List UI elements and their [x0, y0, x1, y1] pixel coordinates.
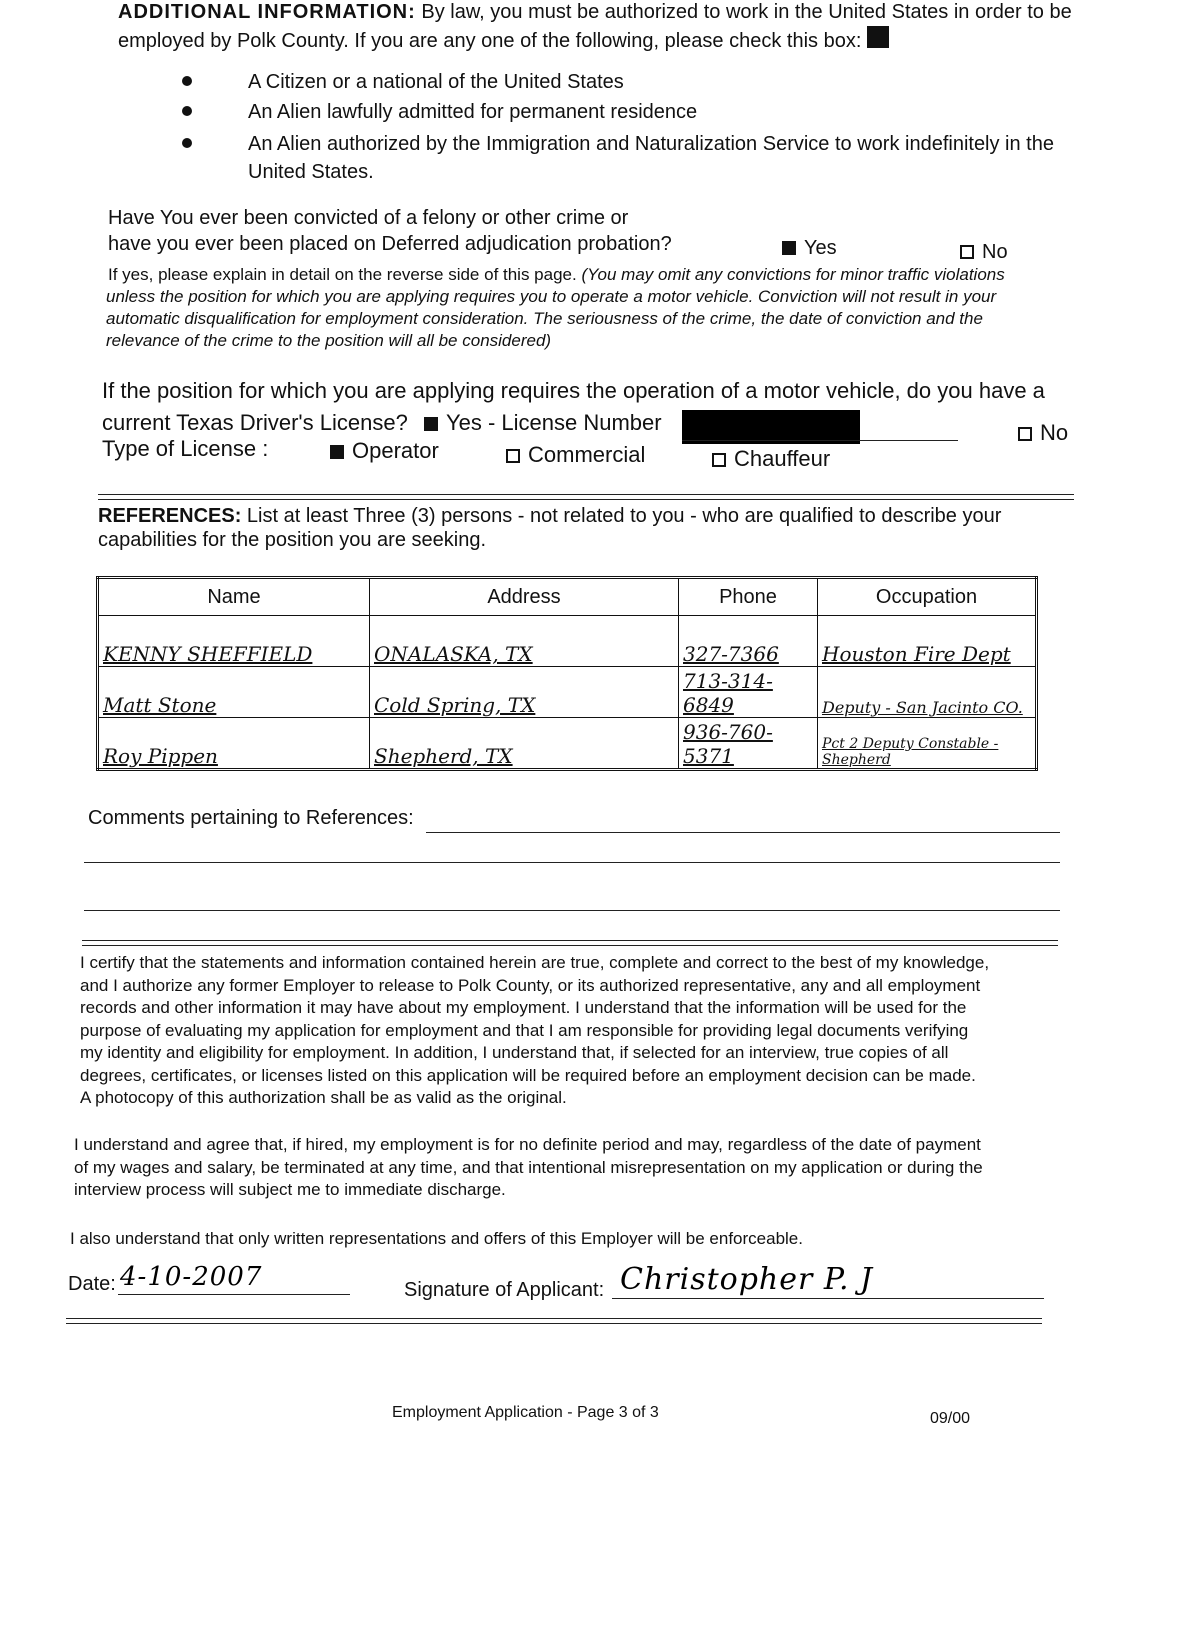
license-number-redaction — [682, 410, 860, 444]
bullet-icon — [182, 106, 192, 116]
felony-no-option[interactable] — [960, 240, 1008, 264]
license-number-label: License Number — [501, 410, 662, 435]
license-question-line2 — [102, 410, 662, 436]
work-authorization-checkbox[interactable] — [867, 26, 889, 48]
date-label: Date: — [68, 1273, 116, 1295]
additional-info-intro — [118, 0, 1168, 24]
license-no-checkbox[interactable] — [1018, 427, 1032, 441]
certification-line: interview process will subject me to immediate discharge. — [74, 1180, 506, 1199]
certification-line: my identity and eligibility for employment. In addition, I understand that, if selected for an interview, true copies of all — [80, 1043, 949, 1062]
col-header-name: Name — [98, 578, 370, 616]
reference-phone[interactable]: 713-314-6849 — [679, 667, 818, 718]
reference-phone[interactable]: 327-7366 — [679, 616, 818, 667]
felony-no-checkbox[interactable] — [960, 245, 974, 259]
date-line — [118, 1294, 350, 1295]
license-number-line — [682, 440, 958, 441]
felony-explain-text: If yes, please explain in detail on the reverse side of this page. — [108, 265, 577, 284]
references-table — [96, 576, 1038, 771]
col-header-phone: Phone — [679, 578, 818, 616]
license-type-chauffeur[interactable] — [712, 446, 830, 472]
comments-label: Comments pertaining to References: — [88, 807, 414, 829]
license-question-line1: If the position for which you are applying requires the operation of a motor vehicle, do you have a — [102, 378, 1045, 403]
felony-yes-option[interactable] — [782, 236, 837, 260]
col-header-address: Address — [370, 578, 679, 616]
reference-name[interactable]: Roy Pippen — [98, 718, 370, 770]
table-row — [98, 667, 1037, 718]
operator-checkbox[interactable] — [330, 445, 344, 459]
additional-info-line2 — [118, 26, 1168, 53]
license-yes-checkbox[interactable] — [424, 417, 438, 431]
license-type-commercial[interactable] — [506, 442, 645, 468]
date-value[interactable]: 4-10-2007 — [120, 1262, 263, 1292]
additional-info-heading: ADDITIONAL INFORMATION: — [118, 1, 416, 23]
additional-info-line2-text: employed by Polk County. If you are any one of the following, please check this box: — [118, 30, 862, 52]
reference-name[interactable]: KENNY SHEFFIELD — [98, 616, 370, 667]
certification-line: records and other information it may have about my employment. I understand that the information will be used for the — [80, 998, 967, 1017]
certification-line: I understand and agree that, if hired, my employment is for no definite period and may, regardless of the date of payment — [74, 1135, 981, 1154]
table-row — [98, 616, 1037, 667]
certification-line: purpose of evaluating my application for employment and that I am responsible for providing legal documents verifying — [80, 1020, 969, 1040]
footer-revision: 09/00 — [930, 1410, 971, 1427]
felony-explain-line3: automatic disqualification for employment consideration. The seriousness of the crime, the date of conviction and the — [106, 309, 983, 328]
reference-occupation[interactable]: Pct 2 Deputy Constable - Shepherd — [818, 718, 1037, 770]
reference-occupation[interactable]: Houston Fire Dept — [818, 616, 1037, 667]
references-intro-line2: capabilities for the position you are seeking. — [98, 529, 487, 551]
license-yes-label: Yes - — [445, 410, 496, 435]
felony-explain-line2: unless the position for which you are applying requires you to operate a motor vehicle. Conviction will not result in your — [106, 287, 997, 306]
col-header-occupation: Occupation — [818, 578, 1037, 616]
certification-line: I certify that the statements and information contained herein are true, complete and correct to the best of my knowledge, — [80, 953, 990, 972]
reference-name[interactable]: Matt Stone — [98, 667, 370, 718]
footer-page-label: Employment Application - Page 3 of 3 — [392, 1404, 659, 1421]
bullet-citizen: A Citizen or a national of the United States — [248, 71, 624, 93]
certification-line: degrees, certificates, or licenses listed on this application will be required before an employment decision can be made. — [80, 1065, 976, 1085]
table-row — [98, 718, 1037, 770]
commercial-label: Commercial — [528, 442, 646, 467]
section-divider — [98, 494, 1074, 500]
bullet-icon — [182, 138, 192, 148]
felony-yes-checkbox[interactable] — [782, 241, 796, 255]
bullet-ins-authorized-cont: United States. — [248, 161, 374, 183]
felony-explain-italic: (You may omit any convictions for minor traffic violations — [581, 265, 1005, 284]
references-heading: REFERENCES: — [98, 505, 242, 527]
commercial-checkbox[interactable] — [506, 449, 520, 463]
chauffeur-checkbox[interactable] — [712, 453, 726, 467]
operator-label: Operator — [352, 438, 439, 463]
license-question-prefix: current Texas Driver's License? — [102, 410, 408, 435]
bullet-icon — [182, 76, 192, 86]
reference-address[interactable]: Shepherd, TX — [370, 718, 679, 770]
additional-info-line1: By law, you must be authorized to work in the United States in order to be — [421, 1, 1072, 23]
felony-yes-label: Yes — [804, 237, 837, 259]
signature-value[interactable]: Christopher P. J — [620, 1262, 874, 1297]
certification-line: A photocopy of this authorization shall be as valid as the original. — [80, 1088, 567, 1107]
certification-paragraph-1 — [80, 952, 1080, 1110]
license-no-option[interactable] — [1018, 420, 1068, 446]
signature-line — [612, 1298, 1044, 1299]
comments-line[interactable] — [84, 862, 1060, 863]
license-type-label: Type of License : — [102, 436, 269, 461]
felony-explain-line1 — [108, 264, 1098, 285]
reference-address[interactable]: Cold Spring, TX — [370, 667, 679, 718]
felony-question-line2: have you ever been placed on Deferred adjudication probation? — [108, 233, 672, 255]
comments-line[interactable] — [84, 910, 1060, 911]
section-divider — [82, 940, 1058, 946]
certification-paragraph-2 — [74, 1134, 1074, 1202]
certification-paragraph-3: I also understand that only written representations and offers of this Employer will be enforceable. — [70, 1229, 803, 1248]
felony-question-line1: Have You ever been convicted of a felony or other crime or — [108, 207, 629, 229]
references-intro-text: List at least Three (3) persons - not related to you - who are qualified to describe your — [246, 505, 1002, 527]
references-intro-line1 — [98, 504, 1078, 528]
references-header-row — [98, 578, 1037, 616]
certification-line: and I authorize any former Employer to release to Polk County, or its authorized representative, any and all employment — [80, 975, 981, 995]
section-divider — [66, 1318, 1042, 1324]
bullet-permanent-resident: An Alien lawfully admitted for permanent residence — [248, 101, 698, 123]
comments-line[interactable] — [426, 832, 1060, 833]
reference-occupation[interactable]: Deputy - San Jacinto CO. — [818, 667, 1037, 718]
reference-address[interactable]: ONALASKA, TX — [370, 616, 679, 667]
felony-explain-line4: relevance of the crime to the position will all be considered) — [106, 331, 552, 350]
chauffeur-label: Chauffeur — [734, 446, 831, 471]
license-type-operator[interactable] — [330, 438, 439, 464]
license-no-label: No — [1040, 420, 1069, 445]
certification-line: of my wages and salary, be terminated at any time, and that intentional misrepresentation on my application or during the — [74, 1157, 983, 1177]
felony-no-label: No — [982, 241, 1008, 263]
bullet-ins-authorized: An Alien authorized by the Immigration and Naturalization Service to work indefinitely in the — [248, 133, 1054, 155]
reference-phone[interactable]: 936-760-5371 — [679, 718, 818, 770]
signature-label: Signature of Applicant: — [404, 1279, 605, 1301]
